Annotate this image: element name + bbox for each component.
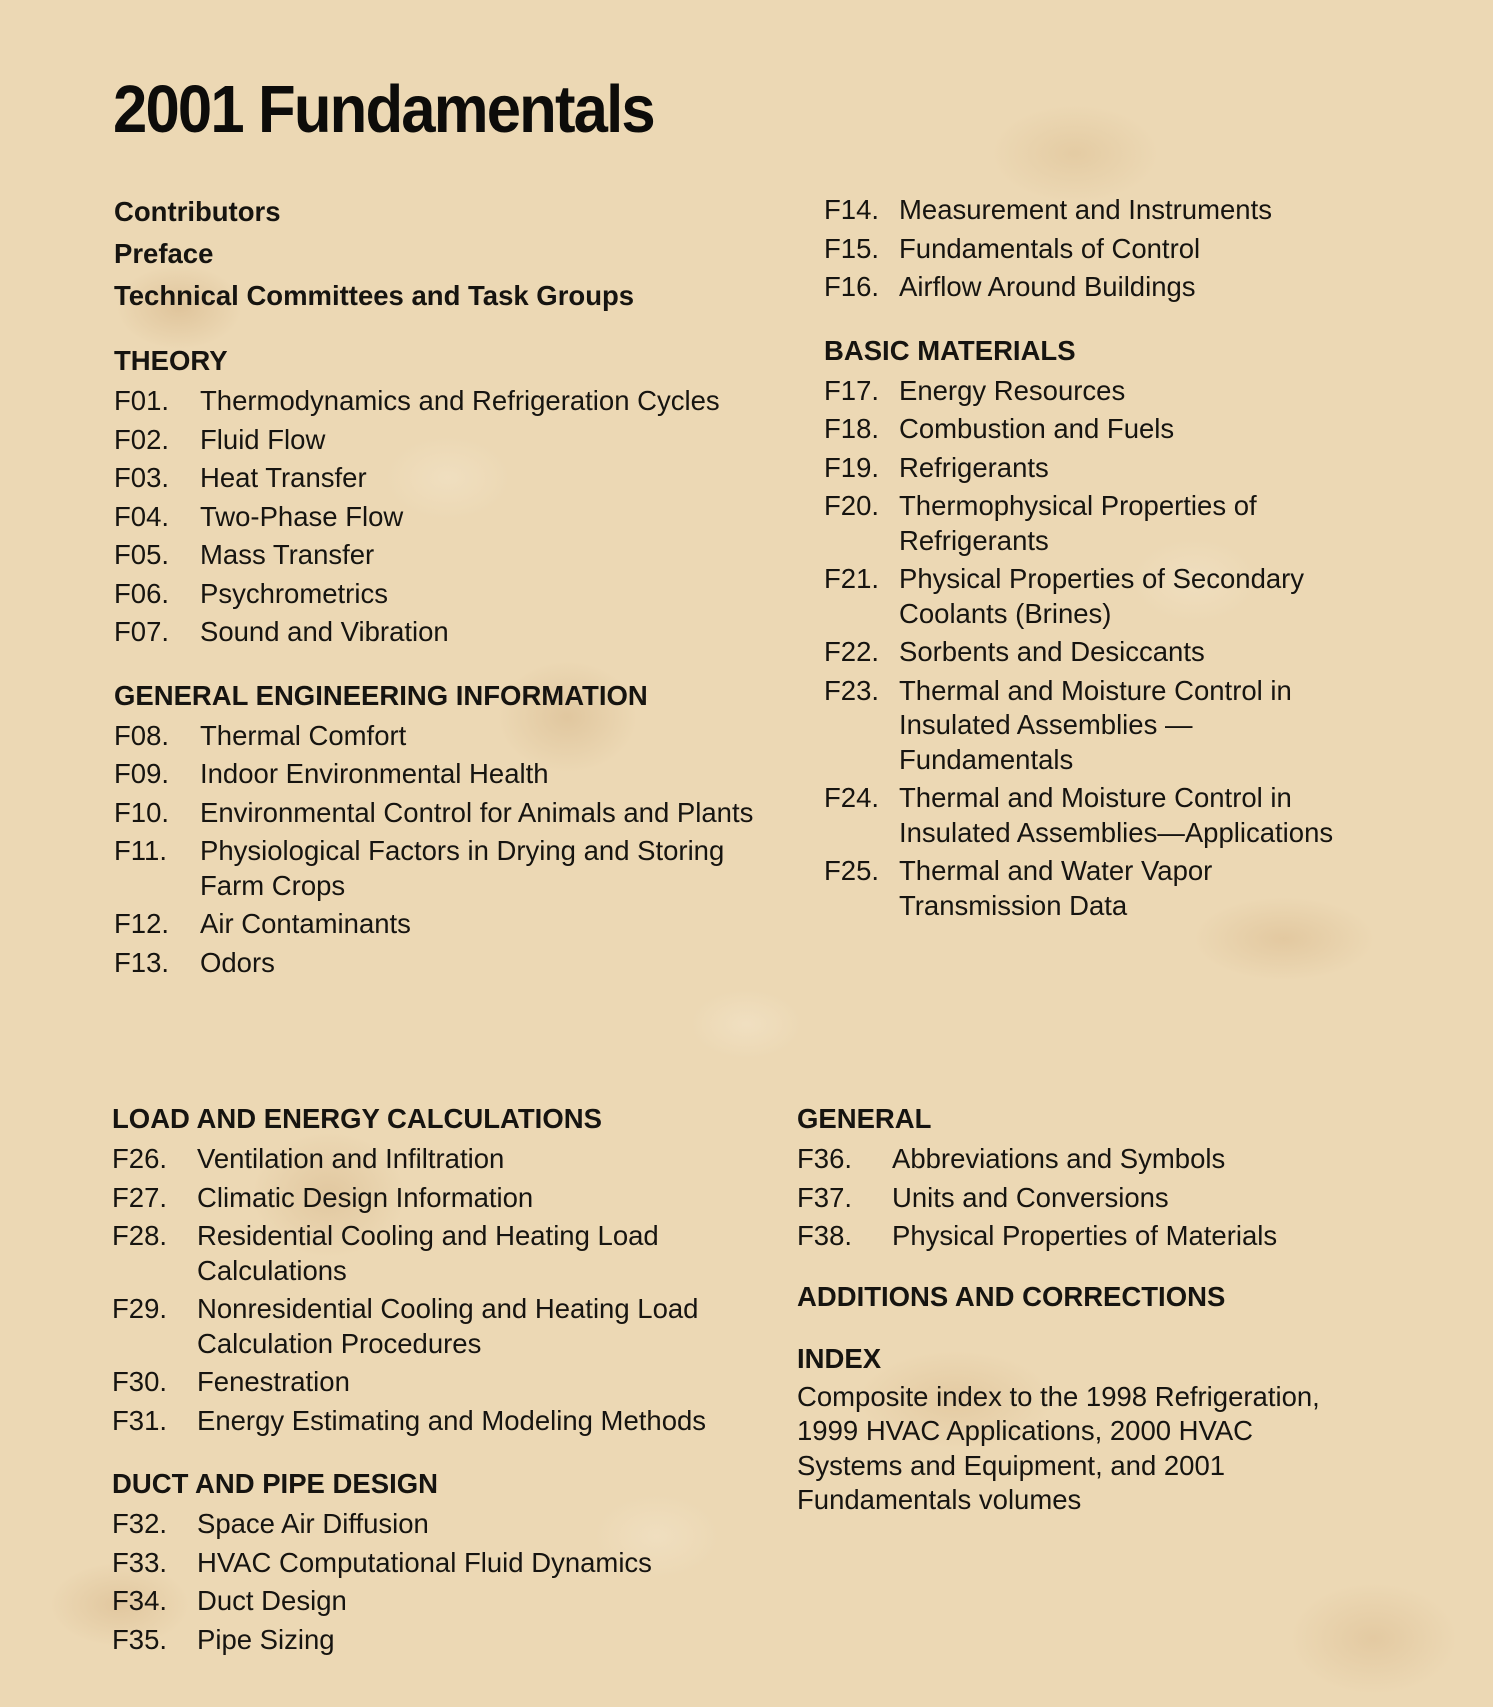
chapter-title: Sorbents and Desiccants <box>899 636 1205 667</box>
upper-right-column <box>824 191 1369 925</box>
chapter-number: F23. <box>824 674 880 706</box>
general-list <box>797 1140 1357 1256</box>
chapter-number: F38. <box>797 1220 853 1251</box>
chapter-entry-f26[interactable] <box>112 1140 752 1179</box>
chapter-number: F10. <box>114 796 170 828</box>
chapter-entry-f24[interactable] <box>824 779 1369 852</box>
chapter-entry-f14[interactable] <box>824 191 1369 230</box>
chapter-entry-f22[interactable] <box>824 633 1369 672</box>
chapter-entry-f33[interactable] <box>112 1544 752 1583</box>
chapter-title: Fenestration <box>197 1366 350 1397</box>
chapter-number: F35. <box>112 1623 168 1655</box>
general-engineering-list <box>114 717 764 983</box>
chapter-number: F02. <box>114 423 170 455</box>
chapter-entry-f12[interactable] <box>114 905 764 944</box>
chapter-title: Indoor Environmental Health <box>200 758 549 789</box>
chapter-title: Environmental Control for Animals and Plants <box>200 796 754 828</box>
chapter-number: F04. <box>114 500 170 532</box>
chapter-number: F12. <box>114 908 170 939</box>
chapter-entry-f29[interactable] <box>112 1290 752 1363</box>
chapter-title: Measurement and Instruments <box>899 194 1272 225</box>
chapter-number: F08. <box>114 719 170 751</box>
chapter-number: F01. <box>114 385 170 416</box>
chapter-number: F07. <box>114 616 170 647</box>
chapter-number: F20. <box>824 490 880 521</box>
chapter-title: Physiological Factors in Drying and Storing Farm Crops <box>200 835 725 901</box>
chapter-entry-f36[interactable] <box>797 1140 1357 1179</box>
chapter-title: Combustion and Fuels <box>899 413 1175 444</box>
chapter-entry-f25[interactable] <box>824 852 1369 925</box>
chapter-title: Air Contaminants <box>200 908 411 939</box>
upper-left-column <box>114 191 764 982</box>
chapter-title: Thermophysical Properties of Refrigerants <box>899 490 1257 556</box>
chapter-title: Thermal and Moisture Control in Insulated Assemblies—Applications <box>899 782 1334 848</box>
chapter-entry-f06[interactable] <box>114 575 764 614</box>
chapter-title: Pipe Sizing <box>197 1623 335 1655</box>
chapter-entry-f17[interactable] <box>824 372 1369 411</box>
chapter-number: F06. <box>114 577 170 609</box>
chapter-title: Ventilation and Infiltration <box>197 1143 505 1174</box>
chapter-entry-f21[interactable] <box>824 560 1369 633</box>
section-heading-general-engineering: GENERAL ENGINEERING INFORMATION <box>114 679 648 711</box>
chapter-number: F36. <box>797 1143 853 1174</box>
section-heading-basic-materials: BASIC MATERIALS <box>824 334 1076 366</box>
chapter-number: F28. <box>112 1220 168 1251</box>
chapter-number: F17. <box>824 374 880 406</box>
chapter-number: F34. <box>112 1585 168 1616</box>
chapter-entry-f15[interactable] <box>824 230 1369 269</box>
chapter-entry-f20[interactable] <box>824 487 1369 560</box>
chapter-title: Thermal and Moisture Control in Insulated Assemblies — Fundamentals <box>899 674 1292 775</box>
chapter-number: F32. <box>112 1508 168 1539</box>
chapter-title: Mass Transfer <box>200 539 375 570</box>
chapter-entry-f04[interactable] <box>114 498 764 537</box>
chapter-entry-f10[interactable] <box>114 794 764 833</box>
section-heading-general: GENERAL <box>797 1103 932 1134</box>
section-heading-load-energy: LOAD AND ENERGY CALCULATIONS <box>112 1103 602 1134</box>
chapter-title: Thermal Comfort <box>200 719 407 751</box>
chapter-entry-f13[interactable] <box>114 944 764 983</box>
chapter-number: F26. <box>112 1143 168 1174</box>
chapter-entry-f30[interactable] <box>112 1363 752 1402</box>
chapter-number: F24. <box>824 782 880 813</box>
chapter-number: F22. <box>824 636 880 667</box>
section-heading-additions-corrections[interactable]: ADDITIONS AND CORRECTIONS <box>797 1280 1226 1312</box>
chapter-number: F15. <box>824 232 880 264</box>
section-heading-index[interactable]: INDEX <box>797 1342 882 1374</box>
chapter-title: Units and Conversions <box>892 1181 1169 1213</box>
chapter-entry-f03[interactable] <box>114 459 764 498</box>
section-heading-duct-pipe: DUCT AND PIPE DESIGN <box>112 1468 438 1499</box>
chapter-number: F29. <box>112 1293 168 1324</box>
theory-list <box>114 382 764 652</box>
chapter-title: Thermal and Water Vapor Transmission Data <box>899 855 1213 921</box>
chapter-number: F33. <box>112 1546 168 1578</box>
chapter-title: Airflow Around Buildings <box>899 271 1196 302</box>
chapter-title: Thermodynamics and Refrigeration Cycles <box>200 385 720 416</box>
chapter-title: Psychrometrics <box>200 577 388 609</box>
chapter-title: Abbreviations and Symbols <box>892 1143 1226 1174</box>
chapter-title: HVAC Computational Fluid Dynamics <box>197 1546 652 1578</box>
chapter-number: F19. <box>824 451 880 483</box>
chapter-entry-f05[interactable] <box>114 536 764 575</box>
chapter-title: Energy Resources <box>899 374 1126 406</box>
chapter-title: Odors <box>200 946 275 978</box>
chapter-entry-f32[interactable] <box>112 1505 752 1544</box>
chapter-entry-f11[interactable] <box>114 832 764 905</box>
duct-pipe-list <box>112 1505 752 1659</box>
chapter-entry-f16[interactable] <box>824 268 1369 307</box>
chapter-title: Two-Phase Flow <box>200 500 404 532</box>
chapter-number: F27. <box>112 1181 168 1213</box>
chapter-entry-f28[interactable] <box>112 1217 752 1290</box>
chapter-entry-f19[interactable] <box>824 449 1369 488</box>
chapter-title: Heat Transfer <box>200 462 367 493</box>
section-heading-theory: THEORY <box>114 345 228 376</box>
measurement-control-list <box>824 191 1369 307</box>
chapter-entry-f34[interactable] <box>112 1582 752 1621</box>
basic-materials-list <box>824 372 1369 926</box>
chapter-title: Space Air Diffusion <box>197 1508 429 1539</box>
chapter-entry-f37[interactable] <box>797 1179 1357 1218</box>
chapter-number: F16. <box>824 271 880 302</box>
chapter-entry-f18[interactable] <box>824 410 1369 449</box>
chapter-title: Residential Cooling and Heating Load Calculations <box>197 1220 659 1286</box>
chapter-entry-f09[interactable] <box>114 755 764 794</box>
chapter-title: Climatic Design Information <box>197 1181 534 1213</box>
chapter-entry-f31[interactable] <box>112 1402 752 1441</box>
chapter-number: F11. <box>114 835 167 866</box>
chapter-number: F14. <box>824 194 880 225</box>
chapter-entry-f35[interactable] <box>112 1621 752 1660</box>
chapter-entry-f07[interactable] <box>114 613 764 652</box>
chapter-title: Sound and Vibration <box>200 616 449 647</box>
chapter-title: Fluid Flow <box>200 423 326 455</box>
lower-right-column <box>797 1098 1357 1518</box>
chapter-title: Physical Properties of Secondary Coolants (Brines) <box>899 563 1305 629</box>
chapter-number: F25. <box>824 855 880 886</box>
page-title: 2001 Fundamentals <box>113 72 654 147</box>
chapter-number: F31. <box>112 1404 168 1436</box>
chapter-number: F03. <box>114 462 170 493</box>
chapter-title: Refrigerants <box>899 451 1049 483</box>
chapter-entry-f02[interactable] <box>114 421 764 460</box>
chapter-entry-f27[interactable] <box>112 1179 752 1218</box>
chapter-entry-f08[interactable] <box>114 717 764 756</box>
chapter-title: Nonresidential Cooling and Heating Load Calculation Procedures <box>197 1293 699 1359</box>
chapter-title: Energy Estimating and Modeling Methods <box>197 1404 707 1436</box>
index-description: Composite index to the 1998 Refrigeration, 1999 HVAC Applications, 2000 HVAC Systems and Equipment, and 2001 Fundamentals volumes <box>797 1380 1320 1515</box>
chapter-number: F09. <box>114 758 170 789</box>
chapter-number: F18. <box>824 413 880 444</box>
chapter-number: F30. <box>112 1366 168 1397</box>
chapter-number: F13. <box>114 946 170 978</box>
chapter-title: Physical Properties of Materials <box>892 1220 1278 1251</box>
front-matter-preface[interactable]: Preface <box>114 238 214 269</box>
chapter-title: Duct Design <box>197 1585 347 1616</box>
chapter-number: F05. <box>114 539 170 570</box>
front-matter-technical-committees[interactable]: Technical Committees and Task Groups <box>114 280 635 311</box>
chapter-title: Fundamentals of Control <box>899 232 1201 264</box>
load-energy-list <box>112 1140 752 1440</box>
chapter-entry-f23[interactable] <box>824 672 1369 780</box>
chapter-number: F21. <box>824 563 880 594</box>
chapter-entry-f38[interactable] <box>797 1217 1357 1256</box>
chapter-entry-f01[interactable] <box>114 382 764 421</box>
chapter-number: F37. <box>797 1181 853 1213</box>
lower-left-column <box>112 1098 752 1659</box>
front-matter-contributors[interactable]: Contributors <box>114 196 281 227</box>
